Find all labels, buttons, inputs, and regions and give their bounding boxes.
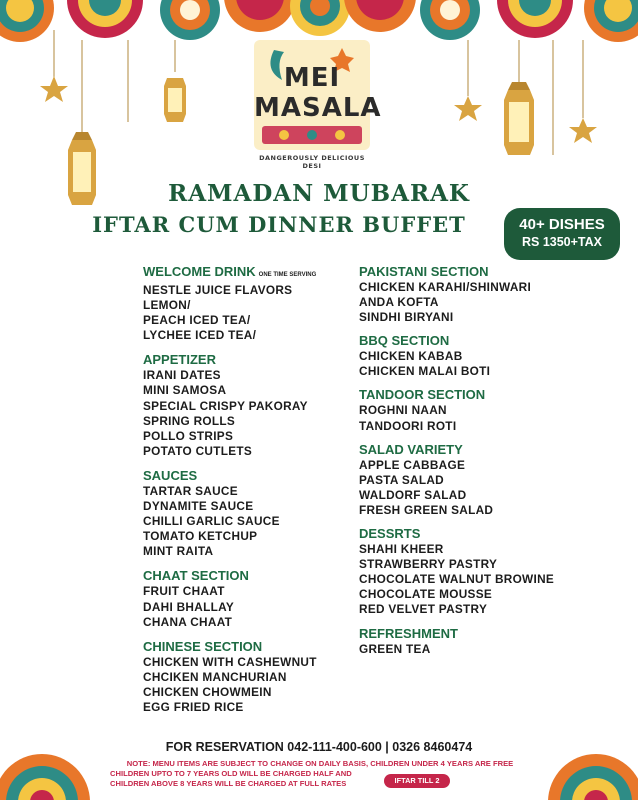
- menu-section: [359, 526, 589, 617]
- section-heading: [359, 264, 589, 280]
- menu-item: PEACH ICED TEA/: [143, 313, 251, 328]
- menu-section: [359, 264, 589, 325]
- section-heading: [143, 352, 353, 368]
- menu-item: GREEN TEA: [359, 641, 431, 656]
- menu-item: CHCIKEN MANCHURIAN: [143, 669, 287, 684]
- menu-item: SPECIAL CRISPY PAKORAY: [143, 398, 308, 413]
- section-heading: [359, 442, 589, 458]
- menu-item: FRUIT CHAAT: [143, 584, 225, 599]
- menu-section: [359, 333, 589, 379]
- menu-item: SPRING ROLLS: [143, 413, 236, 428]
- menu-item: TANDOORI ROTI: [359, 418, 457, 433]
- section-title: SALAD VARIETY: [359, 441, 463, 457]
- menu-item: POTATO CUTLETS: [143, 443, 253, 458]
- menu-item: MINI SAMOSA: [143, 383, 227, 398]
- iftar-time-badge: IFTAR TILL 2 HOURS: [384, 774, 450, 788]
- note-line-1: NOTE: MENU ITEMS ARE SUBJECT TO CHANGE ON DAILY BASIS, CHILDREN UNDER 4 YEARS ARE FREE: [126, 759, 514, 768]
- price-badge: [504, 208, 620, 260]
- section-heading: [359, 626, 589, 642]
- price-text: RS 1350+TAX: [521, 235, 603, 249]
- menu-item: MINT RAITA: [143, 544, 214, 559]
- menu-item: DAHI BHALLAY: [143, 599, 234, 614]
- menu-section: [143, 468, 353, 559]
- heading-ramadan: RAMADAN MUBARAK: [168, 180, 470, 207]
- menu-item: RED VELVET PASTRY: [359, 602, 488, 617]
- menu-item: CHILLI GARLIC SAUCE: [143, 514, 280, 529]
- section-heading: [359, 387, 589, 403]
- logo-word-2: MASALA: [254, 93, 382, 123]
- mandala-corner-left: [0, 730, 110, 800]
- logo-word-1: MEI: [283, 63, 341, 93]
- hanging-star-icon-far-right: [565, 0, 605, 150]
- menu-item: LYCHEE ICED TEA/: [143, 328, 257, 343]
- mandala-corner-right: [528, 730, 638, 800]
- menu-item: STRAWBERRY PASTRY: [359, 557, 498, 572]
- brand-logo: [252, 40, 382, 170]
- menu-column-right: [359, 264, 589, 657]
- section-title: APPETIZER: [143, 352, 216, 368]
- section-title: SAUCES: [143, 467, 198, 483]
- section-title: DESSRTS: [359, 526, 421, 542]
- dish-count: 40+ DISHES: [519, 216, 605, 233]
- menu-item: CHOCOLATE WALNUT BROWINE: [359, 572, 555, 587]
- reservation-line: FOR RESERVATION 042-111-400-600 | 0326 8460474: [165, 740, 473, 754]
- note-line-3: CHILDREN ABOVE 8 YEARS WILL BE CHARGED AT FULL RATES: [110, 779, 347, 788]
- hanging-star-icon-right: [450, 0, 490, 130]
- logo-mark: [254, 40, 382, 150]
- section-heading: [359, 526, 589, 542]
- heading-buffet: IFTAR CUM DINNER BUFFET: [92, 212, 466, 237]
- menu-section: [143, 352, 353, 459]
- section-title: BBQ SECTION: [359, 333, 450, 349]
- section-heading: [143, 568, 353, 584]
- note-line-2: CHILDREN UPTO TO 7 YEARS OLD WILL BE CHARGED HALF AND: [110, 769, 352, 778]
- menu-item: SHAHI KHEER: [359, 542, 444, 557]
- menu-item: ROGHNI NAAN: [359, 403, 447, 418]
- menu-item: SINDHI BIRYANI: [359, 310, 454, 325]
- section-heading: [143, 264, 353, 283]
- menu-item: IRANI DATES: [143, 368, 221, 383]
- section-title: CHAAT SECTION: [143, 568, 249, 584]
- menu-item: WALDORF SALAD: [359, 487, 467, 502]
- section-note: ONE TIME SERVING: [258, 272, 317, 278]
- brand-tagline: DANGEROUSLY DELICIOUS DESI: [259, 154, 365, 170]
- menu-section: [143, 264, 353, 343]
- menu-item: CHICKEN CHOWMEIN: [143, 684, 272, 699]
- menu-item: CHICKEN WITH CASHEWNUT: [143, 654, 317, 669]
- footer-note: [110, 759, 530, 789]
- section-title: WELCOME DRINK: [143, 264, 256, 279]
- menu-item: NESTLE JUICE FLAVORS: [143, 283, 293, 297]
- section-title: REFRESHMENT: [359, 625, 458, 641]
- menu-item: CHOCOLATE MOUSSE: [359, 587, 493, 602]
- menu-item: TARTAR SAUCE: [143, 483, 238, 498]
- lantern-icon-small: [160, 0, 194, 130]
- menu-item: ANDA KOFTA: [359, 295, 439, 310]
- menu-item: PASTA SALAD: [359, 472, 445, 487]
- menu-item: CHICKEN KARAHI/SHINWARI: [359, 280, 532, 294]
- section-title: CHINESE SECTION: [143, 638, 263, 654]
- menu-section: [359, 442, 589, 518]
- menu-item: CHANA CHAAT: [143, 614, 233, 629]
- menu-section: [143, 639, 353, 715]
- menu-item: POLLO STRIPS: [143, 428, 234, 443]
- menu-section: [359, 626, 589, 657]
- menu-item: CHICKEN KABAB: [359, 349, 463, 364]
- menu-item: FRESH GREEN SALAD: [359, 502, 494, 517]
- menu-item: APPLE CABBAGE: [359, 457, 466, 472]
- crescent-moon-icon: [110, 0, 150, 160]
- section-title: TANDOOR SECTION: [359, 387, 486, 403]
- menu-item: DYNAMITE SAUCE: [143, 499, 254, 514]
- menu-column-left: [143, 264, 353, 715]
- section-title: PAKISTANI SECTION: [359, 264, 489, 279]
- menu-item: EGG FRIED RICE: [143, 699, 244, 714]
- menu-item: LEMON/: [143, 298, 191, 313]
- section-heading: [143, 639, 353, 655]
- menu-item: TOMATO KETCHUP: [143, 529, 258, 544]
- menu-item: CHICKEN MALAI BOTI: [359, 364, 491, 379]
- menu-section: [359, 387, 589, 433]
- menu-section: [143, 568, 353, 629]
- section-heading: [359, 333, 589, 349]
- section-heading: [143, 468, 353, 484]
